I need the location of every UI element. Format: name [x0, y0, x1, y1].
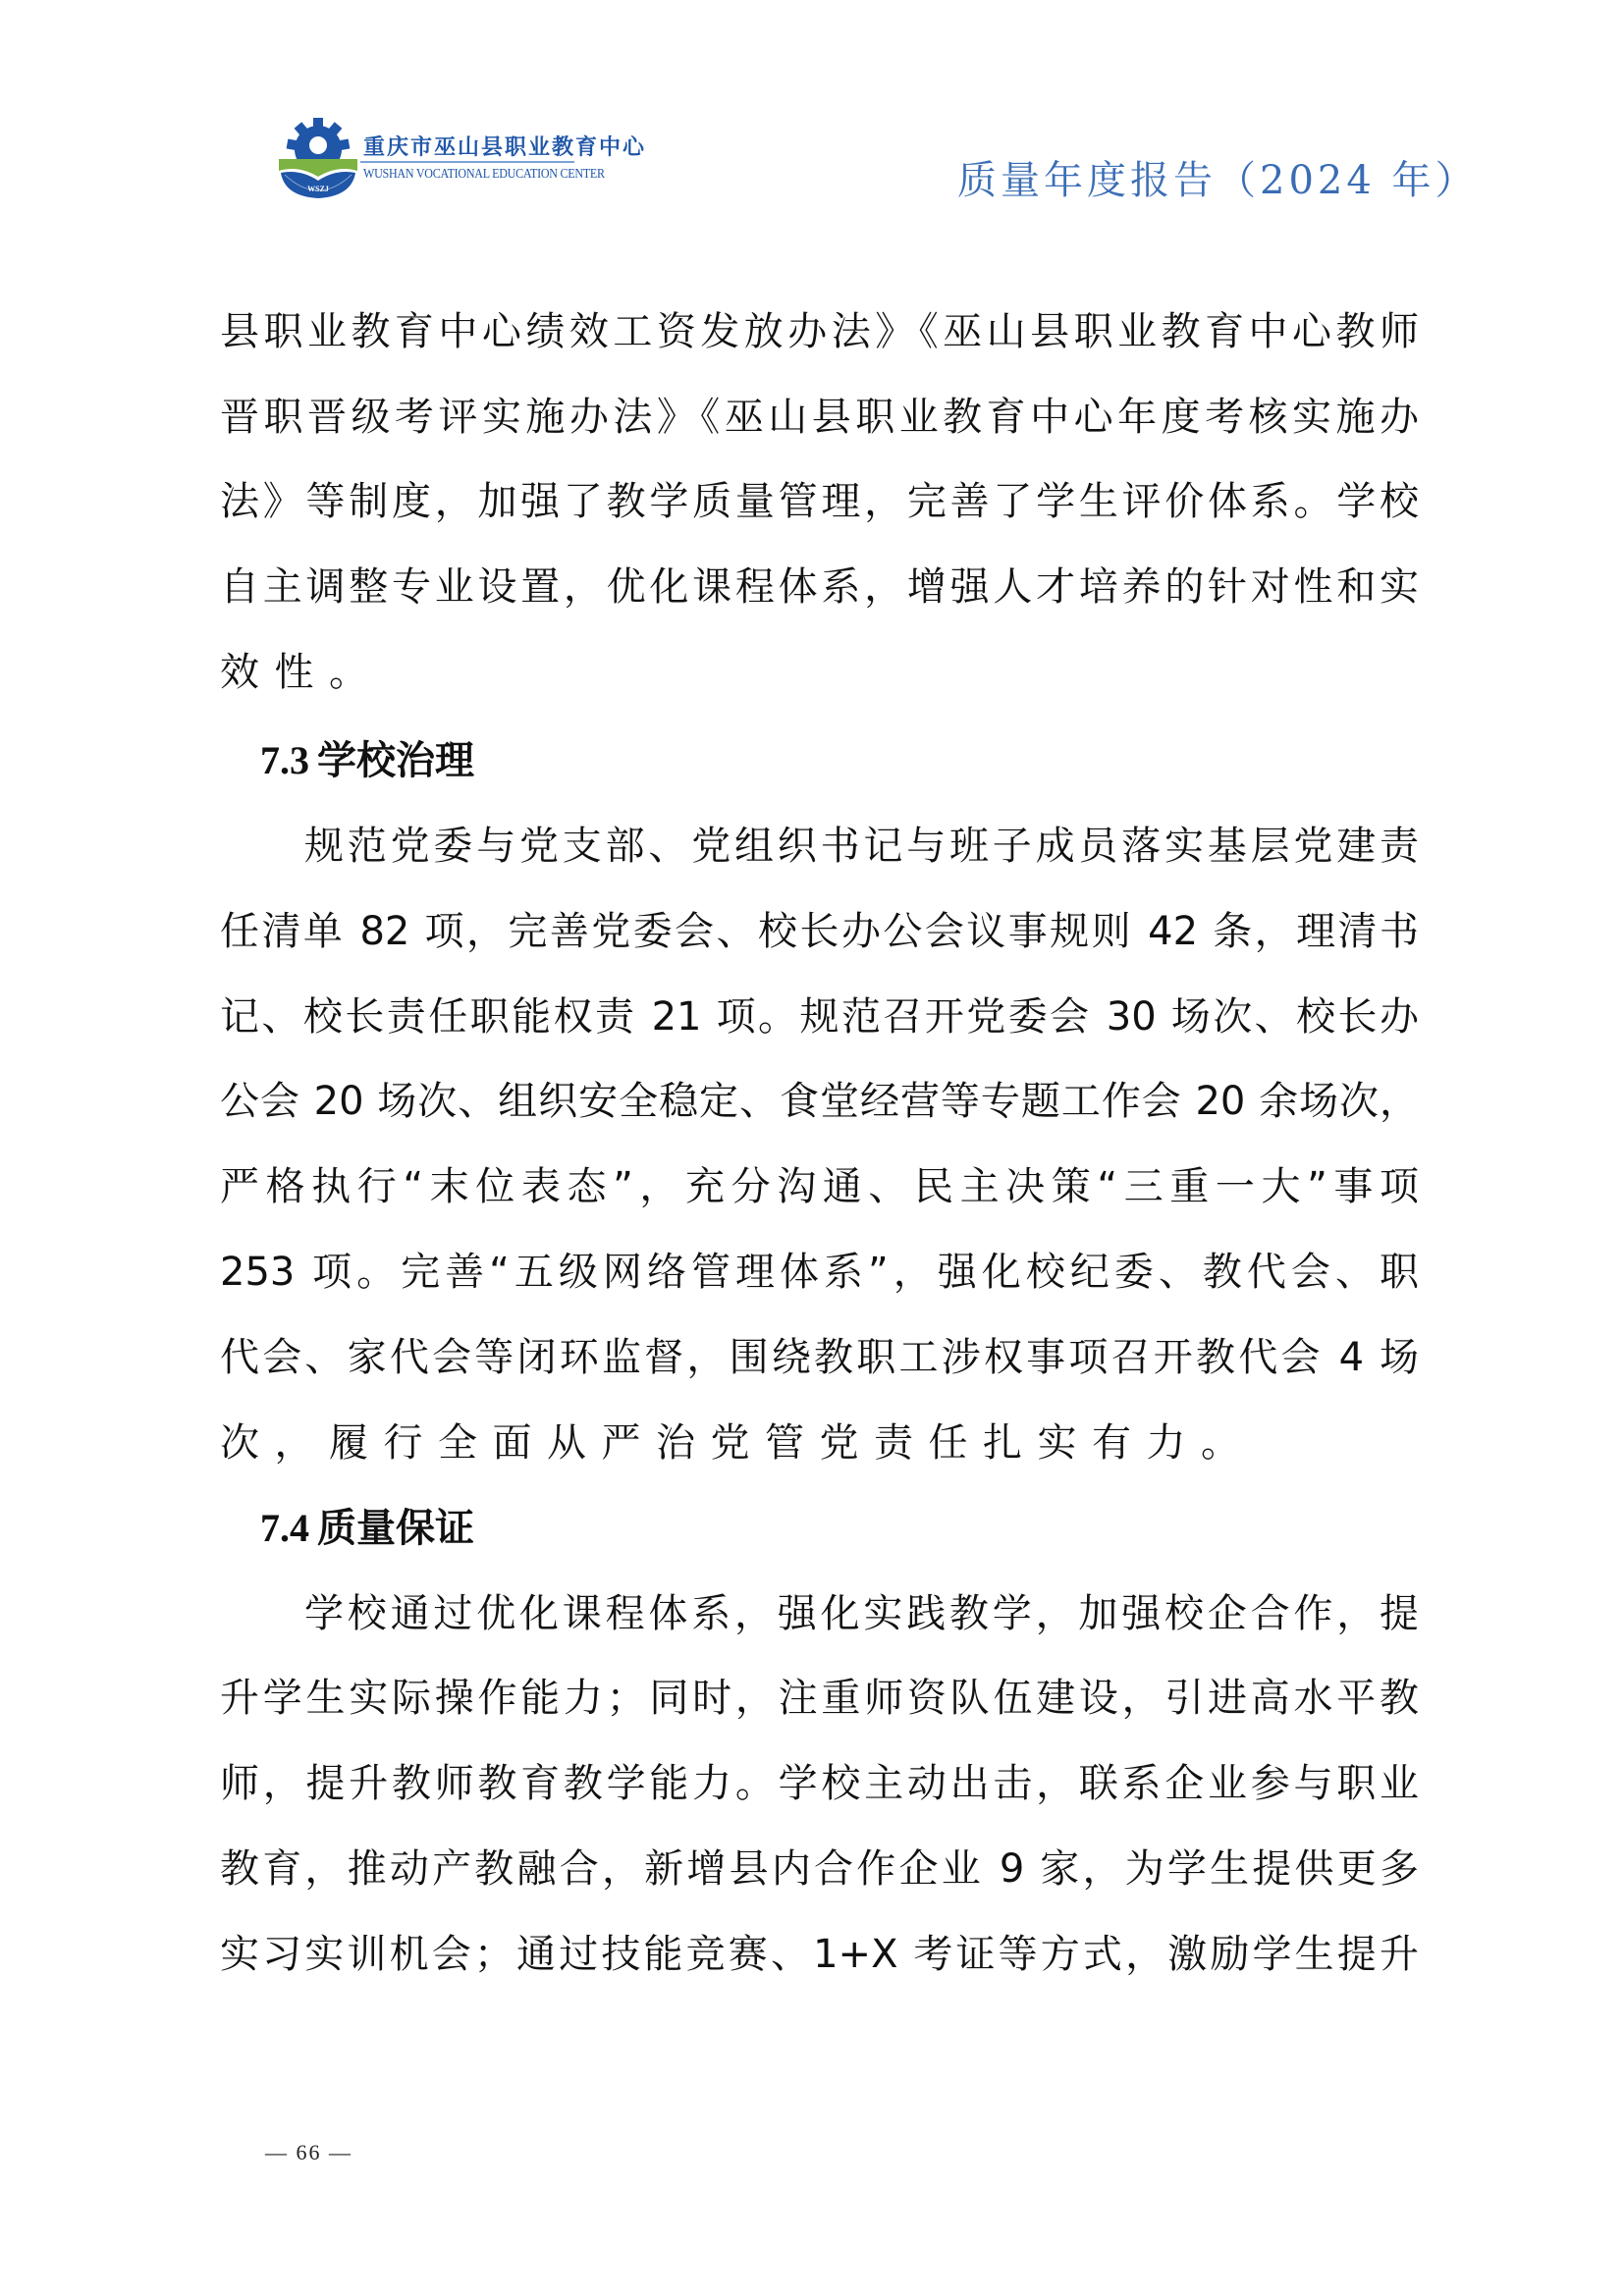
section-7-4-line: 师，提升教师教育教学能力。学校主动出击，联系企业参与职业 — [220, 1761, 1419, 1806]
section-heading-7-3 — [260, 731, 474, 790]
page-number: — 66 — — [265, 2140, 352, 2164]
section-7-3-line: 任清单 82 项，完善党委会、校长办公会议事规则 42 条，理清书 — [220, 909, 1419, 954]
logo-divider — [360, 161, 574, 163]
section-7-3-line: 记、校长责任职能权责 21 项。规范召开党委会 30 场次、校长办 — [220, 994, 1419, 1040]
section-title: 质量保证 — [317, 1506, 474, 1551]
section-7-4-line: 学校通过优化课程体系，强化实践教学，加强校企合作，提 — [304, 1591, 1419, 1636]
org-name-cn: 重庆市巫山县职业教育中心 — [363, 135, 647, 160]
org-name-en: WUSHAN VOCATIONAL EDUCATION CENTER — [363, 167, 605, 182]
section-7-3-line: 253 项。完善“五级网络管理体系”，强化校纪委、教代会、职 — [220, 1250, 1419, 1295]
section-number: 7.3 — [260, 738, 309, 782]
paragraph-1-line: 晋职晋级考评实施办法》《巫山县职业教育中心年度考核实施办 — [220, 395, 1419, 440]
section-7-3-line: 次，履行全面从严治党管党责任扎实有力。 — [220, 1420, 1256, 1466]
logo-wszj-text: WSZJ — [307, 185, 329, 193]
section-heading-7-4 — [260, 1499, 474, 1558]
section-7-3-line: 代会、家代会等闭环监督，围绕教职工涉权事项召开教代会 4 场 — [220, 1335, 1419, 1380]
report-title: 质量年度报告（2024 年） — [957, 158, 1479, 203]
school-logo-icon — [273, 116, 363, 198]
paragraph-1-line: 法》等制度，加强了教学质量管理，完善了学生评价体系。学校 — [220, 479, 1419, 524]
section-7-3-line: 规范党委与党支部、党组织书记与班子成员落实基层党建责 — [304, 824, 1419, 869]
section-number: 7.4 — [260, 1506, 309, 1550]
section-title: 学校治理 — [317, 738, 474, 783]
paragraph-1-line: 自主调整专业设置，优化课程体系，增强人才培养的针对性和实 — [220, 564, 1419, 610]
section-7-4-line: 实习实训机会；通过技能竞赛、1+X 考证等方式，激励学生提升 — [220, 1932, 1419, 1977]
paragraph-1-line: 县职业教育中心绩效工资发放办法》《巫山县职业教育中心教师 — [220, 309, 1419, 354]
section-7-3-line: 严格执行“末位表态”，充分沟通、民主决策“三重一大”事项 — [220, 1164, 1419, 1209]
section-7-3-line: 公会 20 场次、组织安全稳定、食堂经营等专题工作会 20 余场次， — [220, 1079, 1419, 1124]
paragraph-1-line: 效性。 — [220, 650, 384, 695]
section-7-4-line: 教育，推动产教融合，新增县内合作企业 9 家，为学生提供更多 — [220, 1846, 1419, 1892]
section-7-4-line: 升学生实际操作能力；同时，注重师资队伍建设，引进高水平教 — [220, 1676, 1419, 1721]
